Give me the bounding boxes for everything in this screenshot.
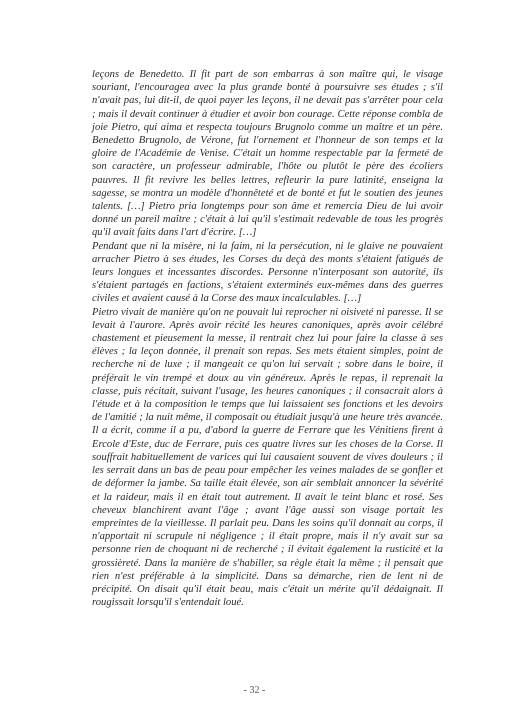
body-text [92,68,443,609]
paragraph-1: leçons de Benedetto. Il fit part de son embarras à son maître qui, le visage souriant, l'encouragea avec la plus grande bonté à poursuivre ses études ; s'il n'avait pas, lui dit-il, de quoi payer les leçons, il ne devait pas s'arrêter pour cela ; mais il devait continuer à étudier et avoir bon courage. Cette réponse combla de joie Pietro, qui aima et respecta toujours Brugnolo comme un maître et un père. Benedetto Brugnolo, de Vérone, fut l'ornement et l'honneur de son temps et la gloire de l'Académie de Venise. C'était un homme respectable par la fermeté de son caractère, un professeur admirable, l'hôte ou plutôt le père des écoliers pauvres. Il fit revivre les belles lettres, refleurir la pure latinité, enseigna la sagesse, se montra un modèle d'honnêteté et de bonté et fut le soutien des jeunes talents. […] Pietro pria longtemps pour son âme et remercia Dieu de lui avoir donné un pareil maître ; c'était à lui qu'il s'estimait redevable de tous les progrès qu'il avait faits dans l'art d'écrire. […] [92,69,443,239]
paragraph-3: Pietro vivait de manière qu'on ne pouvait lui reprocher ni oisiveté ni paresse. Il se levait à l'aurore. Après avoir récité les heures canoniques, après avoir célébré chastement et pieusement la messe, il rentrait chez lui pour faire la classe à ses élèves ; la leçon donnée, il prenait son repas. Ses mets étaient simples, point de recherche ni de luxe ; il mangeait ce qu'on lui servait ; sobre dans le boire, il préférait le vin trempé et doux au vin généreux. Après le repas, il reprenait la classe, puis récitait, suivant l'usage, les heures canoniques ; il consacrait alors à l'étude et à la composition le temps que lui laissaient ses fonctions et les devoirs de l'amitié ; la nuit même, il composait ou étudiait jusqu'à une heure très avancée. Il a écrit, comme il a pu, d'abord la guerre de Ferrare que les Vénitiens firent à Ercole d'Este, duc de Ferrare, puis ces quatre livres sur les choses de la Corse. Il souffrait habituellement de varices qui lui causaient souvent de vives douleurs ; il les serrait dans un bas de peau pour empêcher les veines malades de se gonfler et de déformer la jambe. Sa taille était élevée, son air semblait annoncer la sévérité et la raideur, mais il en était tout autrement. Il avait le teint blanc et rosé. Ses cheveux blanchirent avant l'âge ; avant l'âge aussi son visage portait les empreintes de la vieillesse. Il parlait peu. Dans les soins qu'il donnait au corps, il n'apportait ni scrupule ni négligence ; il était propre, mais il n'y avait sur sa personne rien de choquant ni de recherché ; il évitait également la rusticité et la grossièreté. Dans la manière de s'habiller, sa règle était la même ; il pensait que rien n'est préférable à la simplicité. Dans sa démarche, rien de lent ni de précipité. On disait qu'il était beau, mais c'était un mérite qu'il dédaignait. Il rougissait lorsqu'il s'entendait loué. [92,306,443,609]
page-number: - 32 - [243,685,266,696]
paragraph-2: Pendant que ni la misère, ni la faim, ni la persécution, ni le glaive ne pouvaient arracher Pietro à ses études, les Corses du deçà des monts s'étaient fatigués de leurs longues et incessantes discordes. Personne n'interposant son autorité, ils s'étaient partagés en factions, s'étaient exterminés eux-mêmes dans des guerres civiles et avaient causé à la Corse des maux incalculables. […] [92,240,443,305]
